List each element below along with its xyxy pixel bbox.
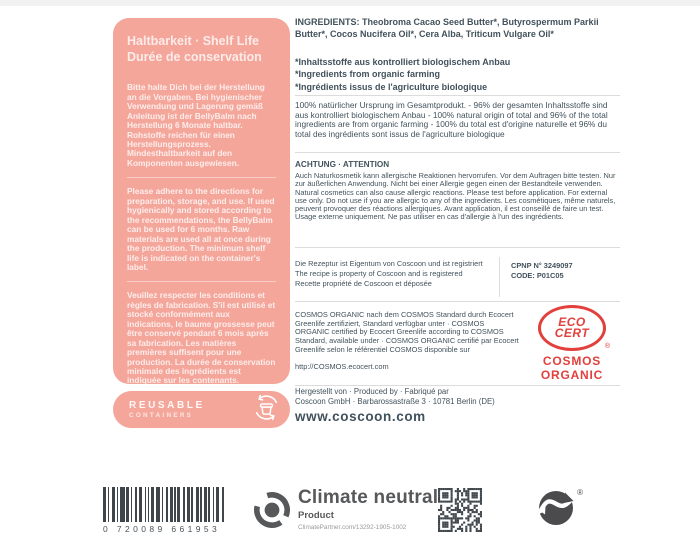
organic-note-de: *Inhaltsstoffe aus kontrolliert biologischem Anbau: [295, 57, 511, 67]
divider-3: [295, 247, 620, 248]
divider-4: [295, 301, 620, 302]
producer-address: Coscoon GmbH · Barbarossastraße 3 · 10781 Berlin (DE): [295, 397, 495, 407]
climatepartner-icon: [251, 489, 293, 536]
shelf-life-title-line1: Haltbarkeit · Shelf Life: [127, 34, 259, 48]
divider-5: [295, 385, 620, 386]
reusable-container-icon: [253, 394, 280, 426]
panel-divider-1: [127, 177, 276, 178]
reusable-label: REUSABLE: [129, 400, 205, 411]
ecocert-registered-mark: ®: [604, 343, 610, 350]
climatepartner-url: ClimatePartner.com/13292-1905-1002: [298, 524, 407, 531]
cosmos-url: http://COSMOS.ecocert.com: [295, 362, 389, 371]
reusable-containers-badge: [113, 391, 290, 428]
cpnp-number: CPNP N° 3249097: [511, 261, 573, 270]
website-text: www.coscoon.com: [295, 409, 426, 424]
organic-label: ORGANIC: [540, 367, 604, 382]
containers-label: CONTAINERS: [129, 412, 194, 419]
recipe-property-text: [295, 259, 495, 289]
barcode-digits: 0 720089 661953: [103, 524, 221, 534]
ingredients-text: INGREDIENTS: Theobroma Cacao Seed Butter*, Butyrospermum Parkii Butter*, Cocos Nucifera Oil*, Cera Alba, Triticum Vulgare Oil*: [295, 17, 599, 40]
product-code: CODE: P01C05: [511, 271, 564, 281]
natural-origin-text: 100% natürlicher Ursprung im Gesamtprodukt. - 96% der gesamten Inhaltsstoffe sind aus kontrolliert biologischem Anbau - 100% natural origin of total and 96% of the total ingredients are from organic farming - 100% du total est d'origine naturelle et 96% du total des ingrédients sont issus de l'agriculture biologique: [295, 100, 608, 140]
organic-note-en: *Ingredients from organic farming: [295, 69, 441, 80]
shelf-life-title: [127, 34, 276, 65]
recipe-line-de: Die Rezeptur ist Eigentum von Coscoon und ist registriert: [295, 259, 483, 268]
divider-2: [295, 152, 620, 153]
attention-title: ACHTUNG · ATTENTION: [295, 160, 390, 169]
registration-codes: [511, 261, 619, 282]
ecocert-oval-icon: [538, 305, 610, 351]
green-dot-recycling-icon: [538, 488, 583, 531]
attention-body: Auch Naturkosmetik kann allergische Reaktionen hervorrufen. Vor dem Auftragen bitte testen. Nur zur äußerlichen Anwendung. Nicht bei einer Allergie gegen einen der Bestandteile verwenden. Natural cosmetics can also cause allergic reactions. Please test before application. For external use only. Do not use if you are allergic to any of the ingredients. Les cosmétiques, même naturels, peuvent provoquer des réactions allergiques. Avant application, il est conseillé de faire un test. Usage externe uniquement. Ne pas utiliser en cas d'allergie à l'un des ingrédients.: [295, 171, 616, 222]
qr-code-icon: [438, 488, 482, 537]
panel-divider-2: [127, 281, 276, 282]
shelf-life-text-de: Bitte halte Dich bei der Herstellung an die Vorgaben. Bei hygienischer Verwendung und Lagerung gemäß Anleitung ist der BellyBalm nach Herstellung 6 Monate haltbar. Rohstoffe reichen für einen Herstellungsprozess. Mindesthaltbarkeit auf den Komponenten ausgewiesen.: [127, 82, 265, 168]
recipe-codes-divider: [499, 257, 500, 297]
ean-barcode: [103, 487, 241, 534]
cosmos-label: COSMOS: [542, 354, 602, 368]
producer-intro: Hergestellt von · Produced by · Fabriqué par: [295, 387, 449, 396]
recipe-line-fr: Recette propriété de Coscoon et déposée: [295, 278, 432, 288]
shelf-life-text-fr: Veuillez respecter les conditions et règles de fabrication. S'il est utilisé et stocké conformément aux indications, le baume grossesse peut être conservé pendant 6 mois après sa fabrication. Les matières premières suffisent pour une production. La durée de conservation minimale des ingrédients est indiquée sur les contenants.: [127, 290, 276, 386]
ecocert-cosmos-organic-logo: [524, 305, 620, 383]
shelf-life-panel: [113, 18, 290, 384]
ecocert-cert-text: CERT: [554, 326, 590, 340]
reusable-badge-text: [129, 400, 253, 419]
divider-1: [295, 95, 620, 96]
recipe-line-en: The recipe is property of Coscoon and is registered: [295, 268, 463, 278]
ecocert-eco-text: ECO: [558, 314, 586, 329]
shelf-life-title-line2: Durée de conservation: [127, 49, 262, 64]
barcode-bars-icon: [103, 487, 241, 522]
producer-info: [295, 387, 620, 407]
climate-neutral-block: [298, 487, 438, 531]
cosmos-certification-text: COSMOS ORGANIC nach dem COSMOS Standard durch Ecocert Greenlife zertifiziert, Standard verfügbar unter · COSMOS ORGANIC certified by Ecocert Greenlife according to COSMOS Standard, available under · COSMOS ORGANIC certifié par Ecocert Greenlife selon le référentiel COSMOS disponible sur: [295, 310, 519, 354]
climate-neutral-title: Climate neutral: [298, 487, 439, 508]
shelf-life-text-en: Please adhere to the directions for preparation, storage, and use. If used hygienically and stored according to the recommendations, the BellyBalm can be used for 6 months. Raw materials are used all at once during the production. The minimum shelf life is indicated on the container's label.: [127, 186, 275, 272]
info-column: [295, 0, 620, 470]
organic-note-fr: *Ingrédients issus de l'agriculture biologique: [295, 81, 488, 92]
green-dot-registered-mark: ®: [577, 488, 583, 497]
organic-notes: [295, 56, 620, 93]
climate-neutral-subtitle: Product: [298, 510, 334, 521]
